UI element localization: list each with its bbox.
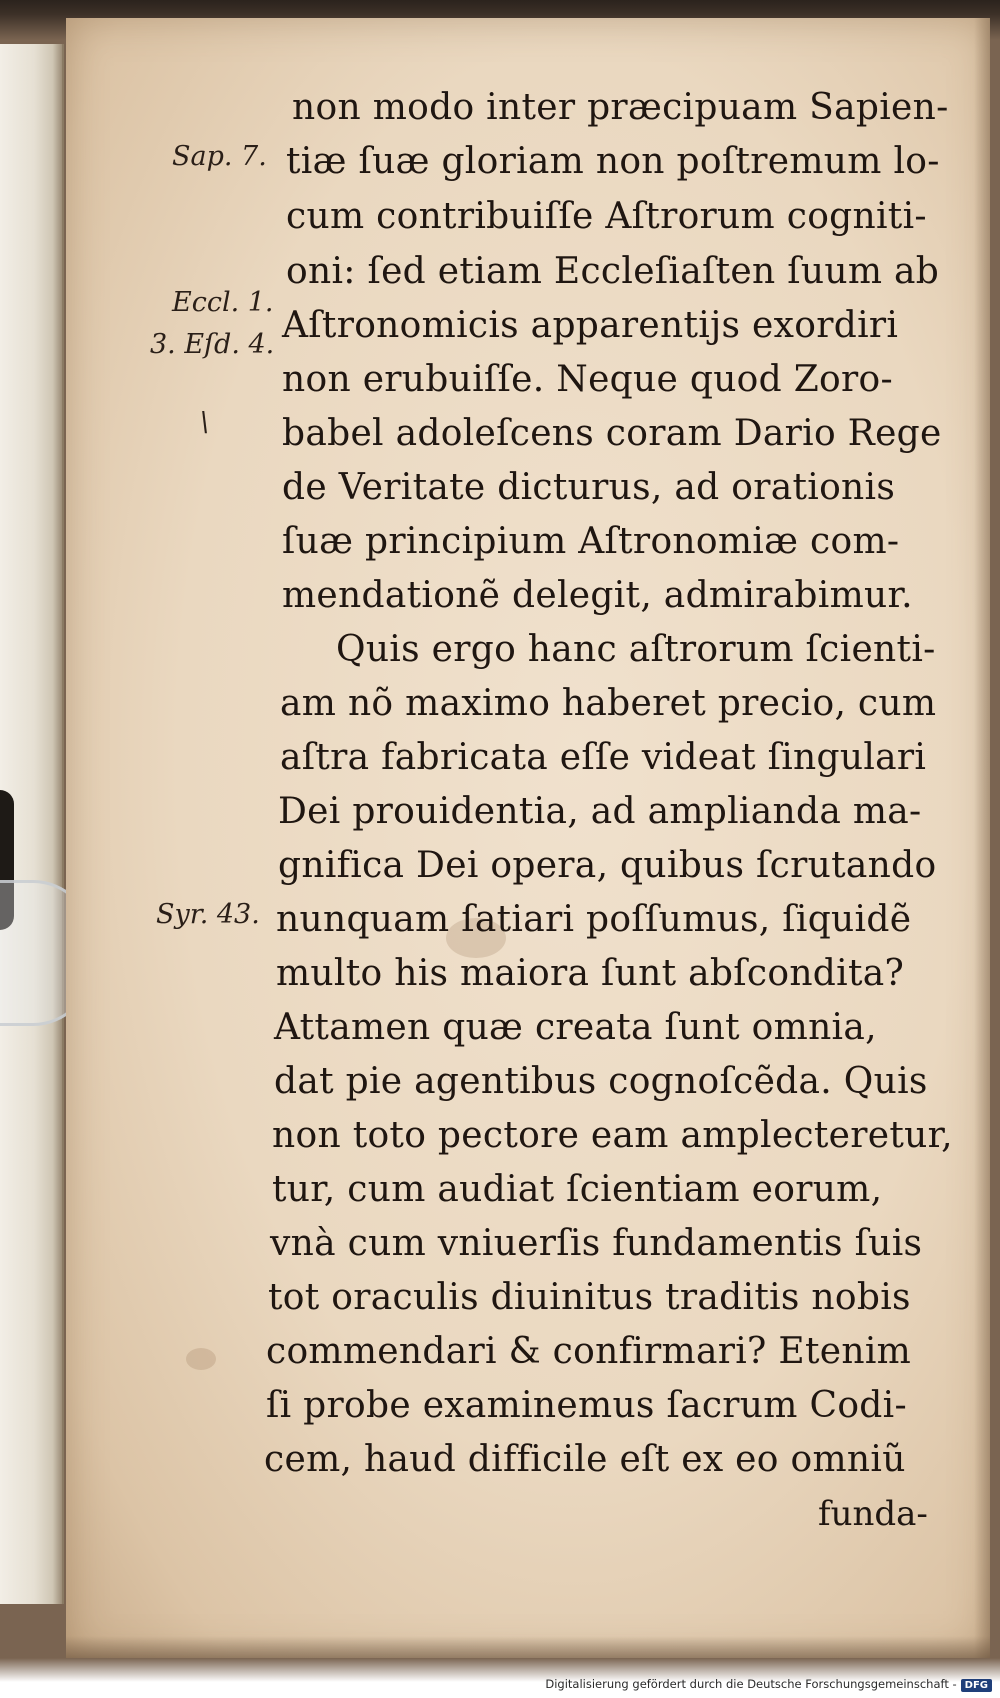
marginal-note: Sap. 7. xyxy=(172,141,267,172)
marginal-note: 3. Eſd. 4. xyxy=(150,329,275,360)
text-line: cem, haud difficile eſt ex eo omniũ xyxy=(264,1439,906,1480)
text-line: ſi probe examinemus ſacrum Codi- xyxy=(266,1385,907,1426)
text-line: am nõ maximo haberet precio, cum xyxy=(280,683,937,724)
text-line: aſtra fabricata eſſe videat ſingulari xyxy=(280,737,927,778)
marginal-note: \ xyxy=(200,407,210,438)
page-edge-right xyxy=(974,18,990,1658)
text-line: Attamen quæ creata ſunt omnia, xyxy=(274,1007,877,1048)
text-line: babel adoleſcens coram Dario Rege xyxy=(282,413,942,454)
text-line: nunquam ſatiari poſſumus, ſiquidẽ xyxy=(276,899,912,940)
catchword: funda- xyxy=(818,1494,928,1534)
text-line: non toto pectore eam amplecteretur, xyxy=(272,1115,953,1156)
text-line: oni: ſed etiam Eccleſiaſten ſuum ab xyxy=(286,251,940,292)
marginal-note: Syr. 43. xyxy=(156,899,260,930)
credit-text: Digitalisierung gefördert durch die Deutsche Forschungsgemeinschaft - xyxy=(545,1677,957,1691)
dfg-logo: DFG xyxy=(961,1679,992,1692)
text-line: tiæ ſuæ gloriam non poſtremum lo- xyxy=(286,141,940,182)
text-line: gnifica Dei opera, quibus ſcrutando xyxy=(278,845,937,886)
page-edge-bottom xyxy=(66,1636,990,1658)
text-line: multo his maiora ſunt abſcondita? xyxy=(276,953,905,994)
text-line: tot oraculis diuinitus traditis nobis xyxy=(268,1277,911,1318)
digitization-credit xyxy=(545,1677,992,1692)
text-line: commendari & confirmari? Etenim xyxy=(266,1331,912,1372)
text-line: mendationẽ delegit, admirabimur. xyxy=(282,575,913,616)
text-line: de Veritate dicturus, ad orationis xyxy=(282,467,896,508)
text-line: Aſtronomicis apparentijs exordiri xyxy=(282,305,899,346)
paper-stain xyxy=(186,1348,216,1370)
text-line: tur, cum audiat ſcientiam eorum, xyxy=(272,1169,883,1210)
text-line: cum contribuiſſe Aſtrorum cogniti- xyxy=(286,196,927,237)
footer-bar xyxy=(0,1658,1000,1698)
text-line: vnà cum vniuerſis fundamentis ſuis xyxy=(270,1223,923,1264)
text-line: ſuæ principium Aſtronomiæ com- xyxy=(282,521,900,562)
text-line: Quis ergo hanc aſtrorum ſcienti- xyxy=(336,629,936,670)
text-line: non erubuiſſe. Neque quod Zoro- xyxy=(282,359,893,400)
text-line: non modo inter præcipuam Sapien- xyxy=(292,87,949,128)
marginal-note: Eccl. 1. xyxy=(172,287,274,318)
text-line: dat pie agentibus cognoſcẽda. Quis xyxy=(274,1061,928,1102)
text-line: Dei prouidentia, ad amplianda ma- xyxy=(278,791,922,832)
